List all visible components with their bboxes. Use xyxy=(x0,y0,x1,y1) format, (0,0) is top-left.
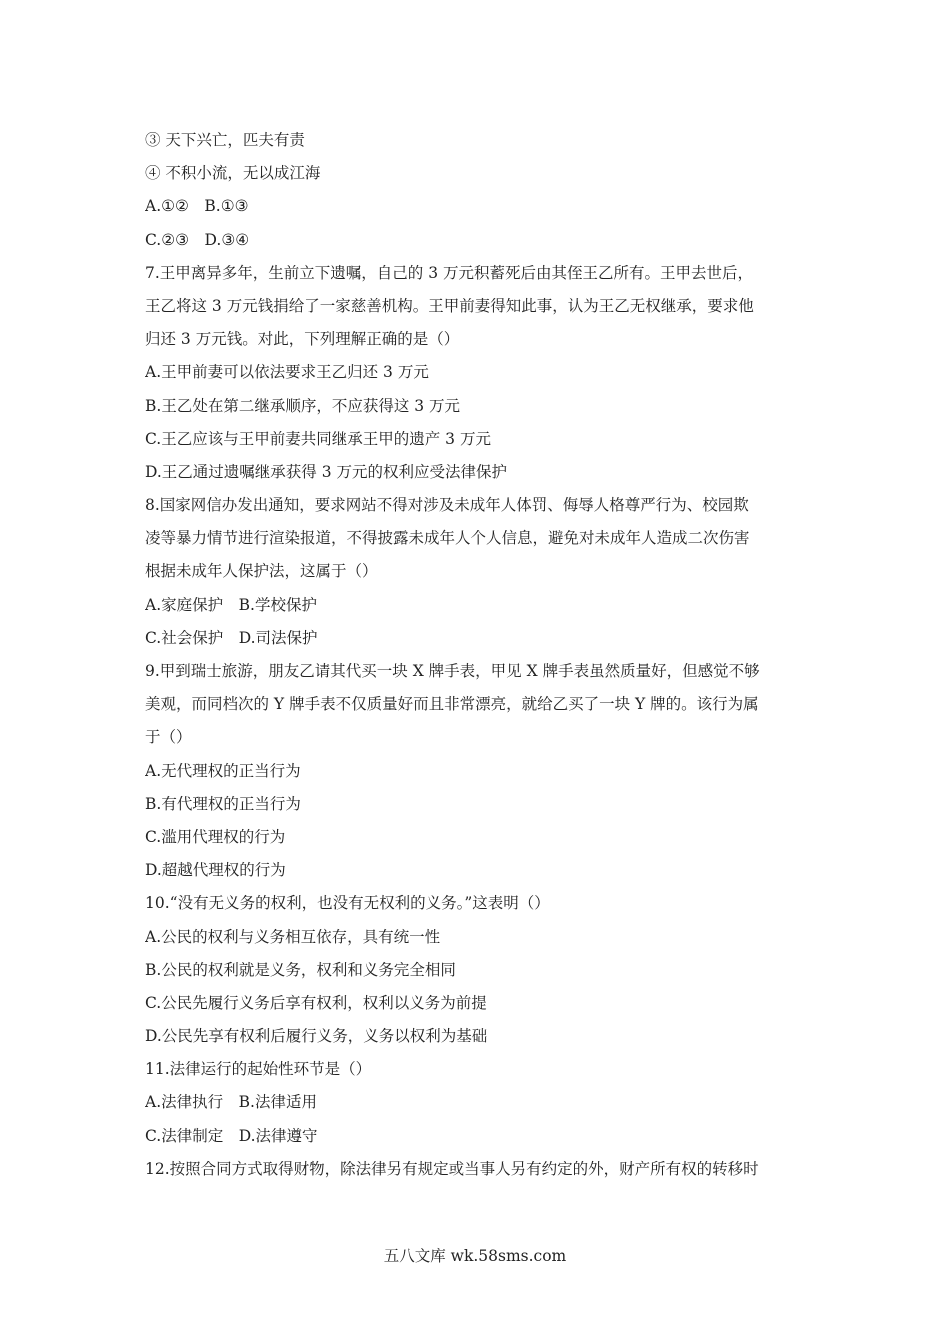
q10-option-c: C.公民先履行义务后享有权利，权利以义务为前提 xyxy=(145,993,487,1012)
q8-stem-line-2: 凌等暴力情节进行渲染报道，不得披露未成年人个人信息，避免对未成年人造成二次伤害 xyxy=(145,529,750,548)
q11-choices-ab: A.法律执行 B.法律适用 xyxy=(145,1093,317,1112)
q9-option-a: A.无代理权的正当行为 xyxy=(145,761,301,780)
q7-stem-line-1: 7.王甲离异多年，生前立下遗嘱，自己的 3 万元积蓄死后由其侄王乙所有。王甲去世后， xyxy=(145,263,754,282)
q9-stem-line-2: 美观，而同档次的 Y 牌手表不仅质量好而且非常漂亮，就给乙买了一块 Y 牌的。该行为属 xyxy=(145,695,759,714)
q10-option-d: D.公民先享有权利后履行义务，义务以权利为基础 xyxy=(145,1027,488,1046)
q7-option-d: D.王乙通过遗嘱继承获得 3 万元的权利应受法律保护 xyxy=(145,462,508,481)
q10-option-a: A.公民的权利与义务相互依存，具有统一性 xyxy=(145,927,441,946)
q7-stem-line-2: 王乙将这 3 万元钱捐给了一家慈善机构。王甲前妻得知此事，认为王乙无权继承，要求他 xyxy=(145,296,754,315)
q9-option-d: D.超越代理权的行为 xyxy=(145,861,286,880)
page-footer: 五八文库 wk.58sms.com xyxy=(383,1247,567,1265)
q6-choices-cd: C.②③ D.③④ xyxy=(145,230,250,249)
q7-option-b: B.王乙处在第二继承顺序，不应获得这 3 万元 xyxy=(145,396,461,415)
q7-option-a: A.王甲前妻可以依法要求王乙归还 3 万元 xyxy=(145,363,429,382)
q9-stem-line-3: 于（） xyxy=(145,728,192,747)
option-line-3: ③ 天下兴亡，匹夫有责 xyxy=(145,131,305,149)
q10-option-b: B.公民的权利就是义务，权利和义务完全相同 xyxy=(145,960,456,979)
q12-stem-line-1: 12.按照合同方式取得财物，除法律另有规定或当事人另有约定的外，财产所有权的转移时 xyxy=(145,1159,759,1178)
q9-stem-line-1: 9.甲到瑞士旅游，朋友乙请其代买一块 X 牌手表，甲见 X 牌手表虽然质量好，但感觉不够 xyxy=(145,662,760,680)
q10-stem: 10.“没有无义务的权利，也没有无权利的义务。”这表明（） xyxy=(145,894,550,913)
document-body xyxy=(145,124,825,1186)
q8-choices-cd: C.社会保护 D.司法保护 xyxy=(145,628,318,647)
q9-option-c: C.滥用代理权的行为 xyxy=(145,827,286,846)
q11-choices-cd: C.法律制定 D.法律遵守 xyxy=(145,1126,318,1145)
q11-stem: 11.法律运行的起始性环节是（） xyxy=(145,1060,372,1079)
q7-stem-line-3: 归还 3 万元钱。对此，下列理解正确的是（） xyxy=(145,330,460,349)
q8-choices-ab: A.家庭保护 B.学校保护 xyxy=(145,595,317,614)
q8-stem-line-1: 8.国家网信办发出通知，要求网站不得对涉及未成年人体罚、侮辱人格尊严行为、校园欺 xyxy=(145,496,749,515)
q6-choices-ab: A.①② B.①③ xyxy=(145,197,249,216)
q7-option-c: C.王乙应该与王甲前妻共同继承王甲的遗产 3 万元 xyxy=(145,429,491,448)
option-line-4: ④ 不积小流，无以成江海 xyxy=(145,164,321,183)
q9-option-b: B.有代理权的正当行为 xyxy=(145,794,301,813)
q8-stem-line-3: 根据未成年人保护法，这属于（） xyxy=(145,562,378,581)
